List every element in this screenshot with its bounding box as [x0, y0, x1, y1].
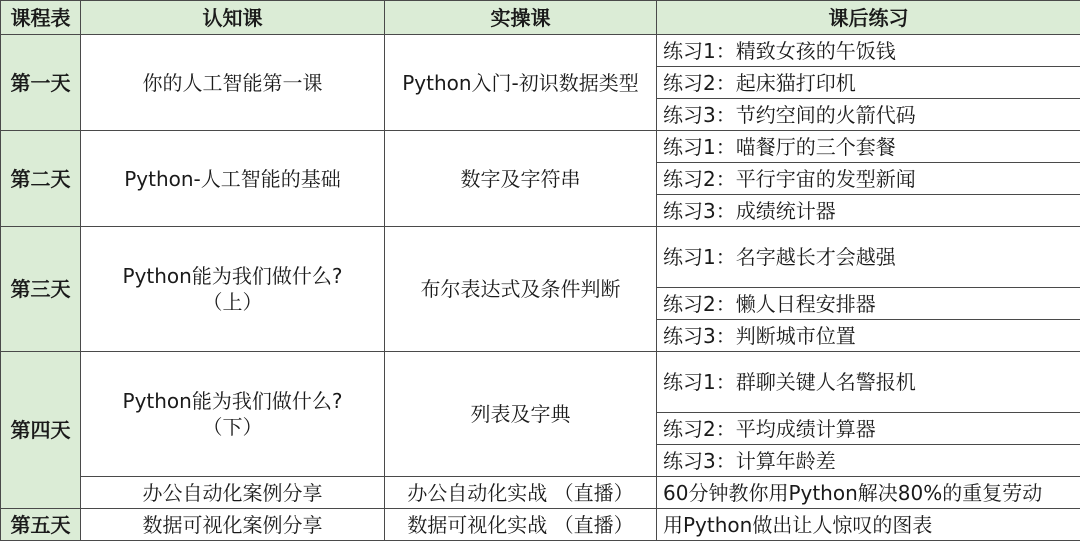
exercise-cell: 练习2：平行宇宙的发型新闻 [657, 163, 1080, 195]
day-label: 第一天 [1, 35, 81, 131]
day4-row [1, 352, 1080, 413]
header-schedule: 课程表 [1, 1, 81, 35]
exercise-cell: 练习3：判断城市位置 [657, 320, 1080, 352]
exercise-cell: 练习1：喵餐厅的三个套餐 [657, 131, 1080, 163]
cognitive-course-line: Python能为我们做什么? [122, 264, 343, 288]
cognitive-course-line: （上） [202, 290, 263, 314]
day-label: 第二天 [1, 131, 81, 227]
practical-course-cell: 数字及字符串 [385, 131, 657, 227]
exercise-cell: 练习2：懒人日程安排器 [657, 288, 1080, 320]
exercise-cell: 练习1：群聊关键人名警报机 [657, 352, 1080, 413]
exercise-cell: 用Python做出让人惊叹的图表 [657, 509, 1080, 541]
header-cognitive-course: 认知课 [81, 1, 385, 35]
cognitive-course-cell: 办公自动化案例分享 [81, 477, 385, 509]
cognitive-course-cell [81, 227, 385, 352]
day-label: 第三天 [1, 227, 81, 352]
day-label: 第五天 [1, 509, 81, 541]
exercise-cell: 练习3：计算年龄差 [657, 445, 1080, 477]
day2-row [1, 131, 1080, 163]
exercise-cell: 练习2：起床猫打印机 [657, 67, 1080, 99]
exercise-cell: 练习1：名字越长才会越强 [657, 227, 1080, 288]
day-label: 第四天 [1, 352, 81, 509]
exercise-cell: 练习1：精致女孩的午饭钱 [657, 35, 1080, 67]
exercise-cell: 60分钟教你用Python解决80%的重复劳动 [657, 477, 1080, 509]
header-row [1, 1, 1080, 35]
exercise-cell: 练习3：成绩统计器 [657, 195, 1080, 227]
cognitive-course-cell [81, 352, 385, 477]
header-exercises: 课后练习 [657, 1, 1080, 35]
practical-course-cell: 布尔表达式及条件判断 [385, 227, 657, 352]
practical-course-cell: 列表及字典 [385, 352, 657, 477]
exercise-cell: 练习2：平均成绩计算器 [657, 413, 1080, 445]
cognitive-course-line: （下） [202, 415, 263, 439]
practical-course-cell: Python入门-初识数据类型 [385, 35, 657, 131]
cognitive-course-cell: Python-人工智能的基础 [81, 131, 385, 227]
day5-row [1, 477, 1080, 509]
exercise-cell: 练习3：节约空间的火箭代码 [657, 99, 1080, 131]
day3-row [1, 227, 1080, 288]
cognitive-course-cell: 你的人工智能第一课 [81, 35, 385, 131]
practical-course-cell: 办公自动化实战 （直播） [385, 477, 657, 509]
day5-row [1, 509, 1080, 541]
header-practical-course: 实操课 [385, 1, 657, 35]
cognitive-course-line: Python能为我们做什么? [122, 389, 343, 413]
practical-course-cell: 数据可视化实战 （直播） [385, 509, 657, 541]
cognitive-course-cell: 数据可视化案例分享 [81, 509, 385, 541]
day1-row [1, 35, 1080, 67]
